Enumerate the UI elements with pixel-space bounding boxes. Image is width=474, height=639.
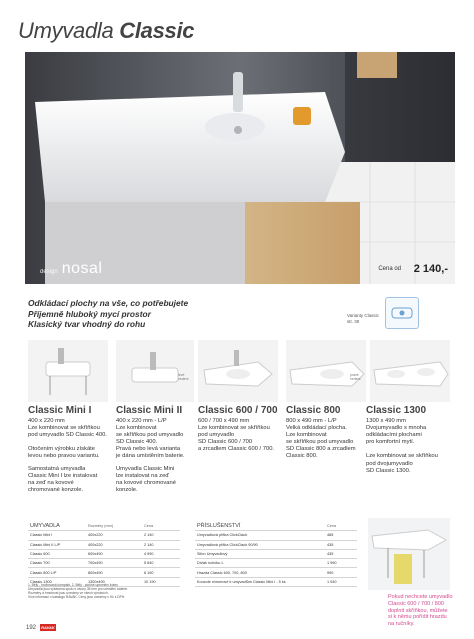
table-cell: 400x220 [86, 540, 142, 549]
hero-photo [25, 52, 455, 284]
table-cell: Umyvadlová přítka ClickClack 90/90 [195, 540, 325, 549]
table-cell: 2 140 [142, 540, 180, 549]
product-image-600-700 [198, 340, 278, 402]
note-right-variant: pravé vedení [350, 373, 361, 381]
product-image-800 [286, 340, 366, 402]
product-name: Classic 600 / 700 [198, 405, 278, 416]
table-cell: 1 990 [325, 559, 357, 568]
table-header: Cena [325, 522, 357, 531]
drain [234, 126, 242, 134]
product-image-mini-ii [116, 340, 194, 402]
product-image-1300 [370, 340, 450, 402]
table-cell: 2 140 [142, 531, 180, 540]
table-row [195, 577, 357, 586]
product-desc-extra: Samostatná umyvadla Classic Mini I lze instalovat na zeď na kovové chromované konzole. [28, 466, 98, 494]
table-row [195, 568, 357, 577]
title-prefix: Umyvadla [18, 18, 120, 43]
page-title [18, 18, 194, 44]
product-name: Classic 800 [286, 405, 341, 416]
table-row [28, 531, 180, 540]
product-badge-icon [385, 297, 419, 329]
table-cell: 4 990 [142, 549, 180, 558]
table-cell: Classic 800 L/P [28, 568, 86, 577]
table-cell: 400x220 [86, 531, 142, 540]
table-cell: 990 [325, 568, 357, 577]
price-label: Cena od [378, 266, 401, 272]
table-cell: Classic 700 [28, 559, 86, 568]
faucet [233, 72, 243, 112]
soap-bottle [293, 107, 311, 125]
table-cell: Classic Mini I [28, 531, 86, 540]
table-cell: 5 640 [142, 559, 180, 568]
table-cell: Classic 1300 [28, 577, 86, 586]
product-desc: 400 x 220 mm - L/P Lze kombinovat se skříňkou pod umyvadlo SD Classic 400. Pravá nebo levá varianta je dána umístěním baterie. [116, 418, 185, 460]
table-header: Cena [142, 522, 180, 531]
footnote: 1. Bělý - hrubovaná kompakt, 2. Bělý - plošné upevnění kotev. Umyvadla jsou vybavena spolu s otvory 35 mm pro umístění baterie. Rozměry a hmotnost jsou uvedeny ve všech výrobcích. Více informací v katalogu RAVAK. Ceny jsou uvedeny v Kč s DPH. [28, 583, 129, 600]
table-umyvadla [28, 522, 180, 587]
brand-name: nosal [61, 260, 103, 277]
table-row [195, 531, 357, 540]
page-number: 192 [26, 625, 37, 631]
table-row [28, 549, 180, 558]
table-cell: Hrazda Classic 600, 700, 800 [195, 568, 325, 577]
product-desc: 600 / 700 x 490 mm Lze kombinovat se skříňkou pod umyvadlo SD Classic 600 / 700 a zrcadlem Classic 600 / 700. [198, 418, 275, 453]
table-cell: 435 [325, 549, 357, 558]
product-name: Classic Mini I [28, 405, 92, 416]
table-title: PŘÍSLUŠENSTVÍ [195, 522, 325, 531]
ravak-logo: RAVAK [41, 625, 55, 630]
table-cell: 1300x490 [86, 577, 142, 586]
table-cell: 600x490 [86, 549, 142, 558]
brand-design-label: design [40, 269, 58, 275]
title-bold: Classic [119, 18, 195, 43]
product-ref-line: Varianty Classic [347, 313, 379, 318]
accessory-note: Pokud nechcete umyvadlo Classic 600 / 700 / 800 doplnit skříňkou, můžete si k němu pořídit hrazdu na ručníky. [388, 594, 453, 628]
table-cell: Konzole chromové k umyvadlům Classic Mini I - 5 ks [195, 577, 325, 586]
wall-cabinet [357, 52, 397, 78]
table-cell: Classic Mini II L/P [28, 540, 86, 549]
table-cell: 435 [325, 540, 357, 549]
hero-illustration [25, 52, 455, 284]
table-cell: 800x490 [86, 568, 142, 577]
product-desc-extra: Umyvadla Classic Mini lze instalovat na zeď na kovové chromované konzole. [116, 466, 176, 494]
towel [394, 554, 412, 584]
product-desc: 400 x 220 mm Lze kombinovat se skříňkou pod umyvadlo SD Classic 400. Otočením výrobku získáte levou nebo pravou variantu. [28, 418, 107, 460]
note-left-variant: levé vedení [178, 373, 189, 381]
headline-line: Příjemně hluboký mycí prostor [28, 308, 151, 319]
product-name: Classic Mini II [116, 405, 183, 416]
product-ref [347, 313, 379, 324]
table-cell: 700x490 [86, 559, 142, 568]
table-title: UMYVADLA [28, 522, 86, 531]
table-row [28, 540, 180, 549]
table-row [28, 559, 180, 568]
product-desc: 800 x 490 mm - L/P Velká odkládací plocha. Lze kombinovat se skříňkou pod umyvadlo SD Classic 800 a zrcadlem Classic 800. [286, 418, 356, 460]
table-cell: 485 [325, 531, 357, 540]
product-ref-line: str. 30 [347, 318, 360, 324]
table-cell: 1 040 [325, 577, 357, 586]
headline-line: Odkládací plochy na vše, co potřebujete [28, 298, 189, 308]
table-cell: 10 190 [142, 577, 180, 586]
table-row [195, 559, 357, 568]
basin-bowl [205, 113, 265, 141]
table-cell: Umyvadlová přítka ClickClack [195, 531, 325, 540]
brand-logo [40, 260, 102, 278]
table-cell: Classic 600 [28, 549, 86, 558]
product-desc: 1300 x 490 mm Dvojumyvadlo s mnoha odkládacími plochami pro komfortní mytí. Lze kombinovat se skříňkou pod dvojumyvadlo SD Classic 1300. [366, 418, 438, 474]
table-prislusenstvi [195, 522, 357, 587]
headline [28, 298, 188, 330]
table-row [195, 549, 357, 558]
table-cell: Držák ručníku L [195, 559, 325, 568]
table-header: Rozměry (mm) [86, 522, 142, 531]
product-name: Classic 1300 [366, 405, 427, 416]
accessory-image [368, 518, 450, 590]
table-cell: Sifon Umyvadlový [195, 549, 325, 558]
product-image-mini-i [28, 340, 108, 402]
table-row [28, 568, 180, 577]
table-row [195, 540, 357, 549]
headline-line: Klasický tvar vhodný do rohu [28, 319, 146, 330]
table-cell: 6 190 [142, 568, 180, 577]
price-value: 2 140,- [413, 263, 448, 275]
